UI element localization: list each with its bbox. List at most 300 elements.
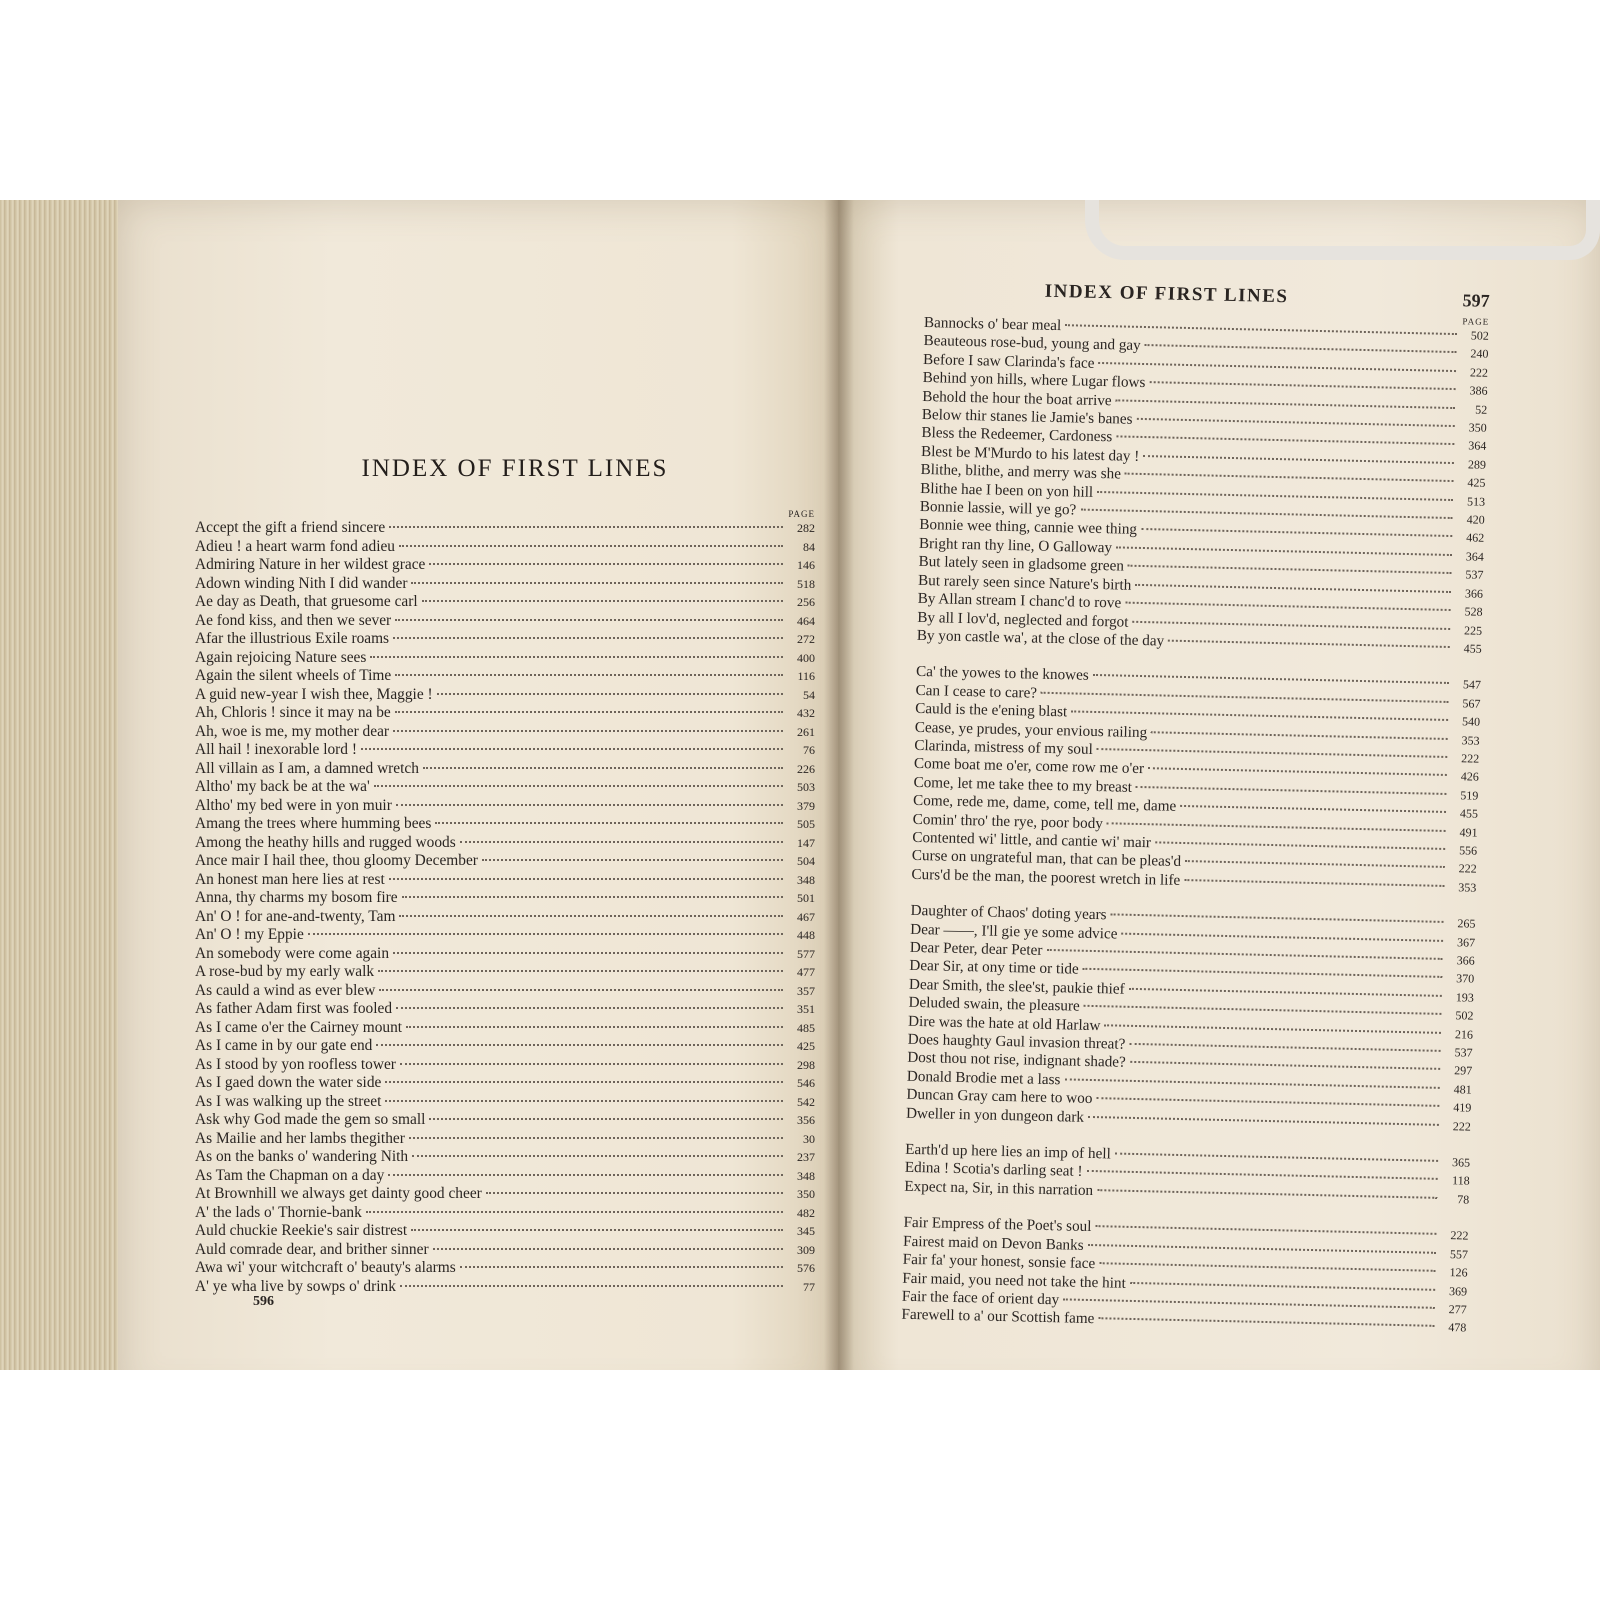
entry-first-line: Auld chuckie Reekie's sair distrest — [195, 1222, 408, 1239]
dot-leader — [1125, 473, 1454, 482]
dot-leader — [370, 656, 783, 658]
dot-leader — [1129, 988, 1442, 997]
entry-first-line: A' ye wha live by sowps o' drink — [195, 1277, 396, 1295]
index-entry — [195, 556, 815, 575]
entry-list — [195, 519, 815, 1296]
dot-leader — [1116, 399, 1456, 409]
entry-first-line: Curs'd be the man, the poorest wretch in life — [911, 865, 1181, 889]
dot-leader — [1168, 640, 1450, 648]
dot-leader — [402, 896, 783, 898]
entry-page-number: 556 — [1458, 843, 1478, 858]
entry-first-line: As I was walking up the street — [195, 1092, 382, 1110]
index-entry — [195, 1167, 815, 1186]
entry-first-line: An honest man here lies at rest — [195, 870, 385, 888]
index-entry — [195, 593, 815, 612]
entry-page-number: 576 — [797, 1261, 815, 1275]
index-entry — [195, 1241, 815, 1260]
index-entry — [195, 538, 815, 557]
entry-first-line: By yon castle wa', at the close of the day — [916, 626, 1165, 650]
dot-leader — [1148, 768, 1447, 777]
entry-page-number: 448 — [797, 928, 815, 942]
dot-leader — [1151, 731, 1448, 740]
entry-page-number: 309 — [797, 1242, 815, 1257]
entry-page-number: 537 — [1454, 1045, 1473, 1060]
dot-leader — [1088, 1116, 1439, 1126]
index-entry — [195, 760, 815, 779]
dot-leader — [1130, 1281, 1435, 1290]
entry-first-line: Ance mair I hail thee, thou gloomy December — [195, 852, 478, 869]
dot-leader — [1088, 1244, 1436, 1254]
entry-first-line: Curse on ungrateful man, that can be pleas'd — [911, 847, 1182, 871]
dot-leader — [1149, 381, 1455, 390]
entry-first-line: By Allan stream I chanc'd to rove — [917, 590, 1122, 612]
dot-leader — [1116, 436, 1454, 446]
index-entry — [195, 1074, 815, 1093]
entry-first-line: As Mailie and her lambs thegither — [195, 1129, 405, 1147]
entry-page-number: 146 — [797, 558, 815, 572]
entry-page-number: 485 — [797, 1020, 815, 1035]
entry-page-number: 419 — [1453, 1100, 1472, 1115]
index-entry — [195, 1259, 815, 1278]
entry-page-number: 366 — [1464, 586, 1484, 601]
entry-first-line: Bonnie wee thing, cannie wee thing — [919, 516, 1138, 539]
entry-page-number: 350 — [1468, 420, 1487, 435]
dot-leader — [374, 785, 783, 787]
index-entry — [195, 1019, 815, 1038]
entry-page-number: 557 — [1449, 1246, 1469, 1262]
dot-leader — [393, 637, 783, 639]
entry-page-number: 289 — [1467, 457, 1487, 472]
index-entry — [195, 1093, 815, 1112]
entry-page-number: 298 — [797, 1057, 815, 1072]
index-entry — [195, 1111, 815, 1130]
entry-page-number: 364 — [1465, 549, 1484, 564]
entry-page-number: 425 — [797, 1039, 815, 1053]
entry-first-line: Ask why God made the gem so small — [195, 1111, 426, 1128]
entry-first-line: Beauteous rose-bud, young and gay — [923, 332, 1141, 355]
entry-first-line: Awa wi' your witchcraft o' beauty's alarms — [195, 1259, 456, 1276]
entry-first-line: Adieu ! a heart warm fond adieu — [195, 537, 395, 555]
entry-page-number: 84 — [803, 539, 815, 554]
entry-page-number: 432 — [797, 706, 815, 720]
dot-leader — [1129, 1043, 1440, 1052]
entry-first-line: Blest be M'Murdo to his latest day ! — [920, 442, 1140, 465]
entry-first-line: Fair fa' your honest, sonsie face — [902, 1250, 1096, 1273]
entry-first-line: Dear ——, I'll gie ye some advice — [910, 920, 1118, 943]
entry-first-line: Amang the trees where humming bees — [195, 815, 432, 832]
index-entry — [195, 1000, 815, 1019]
dot-leader — [435, 822, 783, 824]
dot-leader — [482, 859, 783, 861]
dot-leader — [423, 767, 783, 769]
index-entry — [195, 871, 815, 890]
index-entry — [195, 797, 815, 816]
entry-first-line: At Brownhill we always get dainty good cheer — [195, 1185, 482, 1202]
index-entry — [195, 667, 815, 686]
entry-first-line: As I stood by yon roofless tower — [195, 1055, 396, 1073]
dot-leader — [395, 674, 783, 676]
dot-leader — [1041, 691, 1449, 702]
entry-first-line: As cauld a wind as ever blew — [195, 981, 376, 999]
entry-page-number: 386 — [1469, 383, 1488, 399]
dot-leader — [1128, 565, 1452, 574]
dot-leader — [389, 878, 783, 880]
entry-first-line: Ca' the yowes to the knowes — [915, 663, 1089, 685]
dot-leader — [389, 526, 783, 528]
index-entry — [195, 815, 815, 834]
dot-leader — [1099, 362, 1457, 372]
dot-leader — [1132, 620, 1450, 629]
entry-first-line: Clarinda, mistress of my soul — [914, 736, 1093, 758]
entry-first-line: Cauld is the e'ening blast — [915, 700, 1068, 721]
entry-page-number: 546 — [797, 1076, 815, 1090]
index-entry — [195, 963, 815, 982]
entry-page-number: 537 — [1465, 567, 1484, 583]
index-entry — [195, 630, 815, 649]
page-column-label: PAGE — [1462, 316, 1490, 327]
entry-first-line: Edina ! Scotia's darling seat ! — [904, 1159, 1083, 1181]
dot-leader — [1136, 786, 1446, 795]
page-edges — [0, 200, 132, 1400]
entry-page-number: 462 — [1466, 530, 1485, 546]
entry-page-number: 364 — [1468, 438, 1487, 454]
entry-page-number: 78 — [1457, 1192, 1470, 1207]
dot-leader — [1080, 509, 1452, 519]
index-entry — [195, 834, 815, 853]
dot-leader — [396, 804, 783, 806]
entry-first-line: Bright ran thy line, O Galloway — [918, 534, 1113, 557]
dot-leader — [1115, 1153, 1438, 1162]
entry-first-line: An' O ! for ane-and-twenty, Tam — [195, 907, 396, 925]
dot-leader — [1155, 841, 1445, 850]
dot-leader — [379, 989, 783, 991]
entry-page-number: 577 — [797, 946, 815, 961]
entry-page-number: 369 — [1449, 1283, 1468, 1299]
entry-first-line: As father Adam first was fooled — [195, 1000, 393, 1017]
dot-leader — [399, 915, 783, 917]
entry-page-number: 504 — [797, 854, 815, 868]
dot-leader — [460, 841, 783, 843]
background-bottom — [0, 1370, 1600, 1600]
dot-leader — [1143, 455, 1454, 464]
dot-leader — [1098, 1318, 1434, 1328]
entry-page-number: 519 — [1460, 788, 1479, 803]
dot-leader — [376, 1044, 783, 1046]
entry-first-line: Contented wi' little, and cantie wi' mair — [912, 828, 1152, 852]
index-entry — [195, 778, 815, 797]
entry-page-number: 226 — [797, 761, 815, 776]
entry-first-line: Duncan Gray cam here to woo — [906, 1086, 1093, 1108]
index-entry — [195, 889, 815, 908]
entry-page-number: 491 — [1459, 824, 1478, 840]
dot-leader — [400, 1285, 783, 1287]
entry-page-number: 222 — [1450, 1228, 1469, 1243]
dot-leader — [1064, 1078, 1439, 1089]
dot-leader — [378, 970, 783, 972]
index-entry — [195, 612, 815, 631]
entry-first-line: Come, let me take thee to my breast — [913, 773, 1133, 796]
index-entry — [195, 852, 815, 871]
entry-first-line: Blithe hae I been on yon hill — [920, 479, 1094, 501]
index-entry — [195, 741, 815, 760]
entry-page-number: 455 — [1459, 806, 1479, 821]
entry-page-number: 126 — [1449, 1265, 1468, 1280]
entry-page-number: 348 — [797, 1168, 815, 1183]
dot-leader — [1125, 602, 1450, 611]
entry-page-number: 30 — [803, 1131, 815, 1146]
entry-first-line: Donald Brodie met a lass — [906, 1067, 1061, 1089]
entry-page-number: 356 — [797, 1113, 815, 1127]
entry-page-number: 379 — [797, 798, 815, 813]
entry-first-line: All hail ! inexorable lord ! — [195, 741, 357, 758]
index-entry — [195, 1185, 815, 1204]
entry-first-line: Behold the hour the boat arrive — [922, 387, 1112, 409]
entry-first-line: Altho' my back be at the wa' — [195, 778, 370, 795]
index-entry — [195, 1278, 815, 1297]
entry-page-number: 116 — [797, 669, 815, 683]
entry-first-line: Adown winding Nith I did wander — [195, 574, 408, 592]
dot-leader — [1137, 418, 1455, 427]
entry-page-number: 477 — [797, 965, 815, 979]
entry-page-number: 76 — [803, 743, 815, 757]
dot-leader — [388, 1174, 783, 1176]
dot-leader — [396, 1007, 783, 1009]
entry-page-number: 370 — [1456, 971, 1475, 987]
entry-page-number: 272 — [797, 632, 815, 646]
dot-leader — [460, 1266, 783, 1268]
entry-page-number: 240 — [1470, 346, 1489, 362]
index-entry — [195, 1130, 815, 1149]
entry-first-line: Daughter of Chaos' doting years — [910, 902, 1107, 924]
left-folio: 596 — [253, 1294, 274, 1309]
dot-leader — [1184, 879, 1444, 887]
entry-first-line: Fairest maid on Devon Banks — [902, 1232, 1084, 1254]
entry-first-line: As Tam the Chapman on a day — [195, 1166, 385, 1184]
entry-first-line: Fair Empress of the Poet's soul — [903, 1214, 1092, 1236]
entry-page-number: 225 — [1463, 622, 1483, 638]
dot-leader — [486, 1192, 783, 1194]
entry-first-line: Among the heathy hills and rugged woods — [195, 833, 456, 851]
entry-first-line: Dear Peter, dear Peter — [909, 938, 1043, 959]
dot-leader — [1095, 1225, 1436, 1235]
entry-page-number: 265 — [1457, 916, 1476, 931]
entry-first-line: As I came o'er the Cairney mount — [195, 1018, 403, 1036]
entry-first-line: By all I lov'd, neglected and forgot — [917, 608, 1129, 631]
entry-first-line: Bannocks o' bear meal — [923, 313, 1062, 335]
entry-page-number: 478 — [1448, 1320, 1467, 1335]
dot-leader — [393, 952, 783, 954]
entry-page-number: 353 — [1458, 880, 1477, 895]
entry-first-line: Auld comrade dear, and brither sinner — [195, 1240, 429, 1258]
dot-leader — [1180, 805, 1446, 813]
running-title: INDEX OF FIRST LINES — [1044, 280, 1289, 308]
entry-page-number: 237 — [797, 1150, 815, 1164]
index-entry — [195, 519, 815, 538]
entry-page-number: 147 — [797, 835, 815, 850]
entry-page-number: 547 — [1462, 677, 1482, 693]
dot-leader — [1135, 584, 1451, 593]
entry-first-line: Ae fond kiss, and then we sever — [195, 611, 392, 629]
dot-leader — [1116, 546, 1452, 556]
entry-page-number: 542 — [797, 1094, 815, 1109]
entry-first-line: Fair the face of orient day — [901, 1287, 1060, 1309]
entry-first-line: Below thir stanes lie Jamie's banes — [921, 405, 1133, 428]
left-index — [195, 455, 815, 1296]
index-entry — [195, 982, 815, 1001]
index-entry — [195, 1056, 815, 1075]
entry-first-line: Afar the illustrious Exile roams — [195, 630, 390, 647]
dot-leader — [409, 1137, 783, 1139]
entry-first-line: An' O ! my Eppie — [195, 926, 304, 943]
dot-leader — [1096, 1097, 1439, 1107]
entry-first-line: Come, rede me, dame, come, tell me, dame — [912, 792, 1177, 815]
index-entry — [195, 1148, 815, 1167]
index-entry — [195, 723, 815, 742]
entry-first-line: Dire was the hate at old Harlaw — [907, 1012, 1101, 1034]
index-entry — [195, 686, 815, 705]
index-entry — [195, 1204, 815, 1223]
dot-leader — [422, 600, 783, 602]
entry-page-number: 502 — [1470, 328, 1489, 343]
entry-page-number: 467 — [797, 909, 815, 924]
dot-leader — [1063, 1298, 1435, 1308]
dot-leader — [437, 693, 783, 695]
entry-page-number: 528 — [1464, 604, 1483, 619]
entry-first-line: A' the lads o' Thornie-bank — [195, 1203, 362, 1221]
dot-leader — [411, 582, 783, 584]
dot-leader — [366, 1211, 783, 1213]
entry-first-line: Farewell to a' our Scottish fame — [901, 1306, 1095, 1328]
entry-page-number: 365 — [1451, 1155, 1471, 1170]
entry-first-line: Accept the gift a friend sincere — [195, 519, 386, 536]
entry-first-line: Admiring Nature in her wildest grace — [195, 556, 426, 573]
dot-leader — [1093, 674, 1449, 684]
entry-first-line: Can I cease to care? — [915, 681, 1038, 702]
entry-first-line: Dweller in yon dungeon dark — [905, 1104, 1085, 1126]
index-entry — [195, 1222, 815, 1241]
entry-page-number: 222 — [1458, 861, 1477, 877]
entry-page-number: 540 — [1461, 714, 1481, 729]
entry-page-number: 350 — [797, 1187, 815, 1201]
entry-first-line: All villain as I am, a damned wretch — [195, 759, 419, 777]
entry-first-line: Dear Smith, the slee'st, paukie thief — [908, 975, 1125, 998]
book-gutter — [824, 200, 854, 1400]
entry-page-number: 261 — [797, 724, 815, 739]
entry-first-line: Dost thou not rise, indignant shade? — [907, 1049, 1126, 1072]
dot-leader — [385, 1081, 783, 1083]
dot-leader — [412, 1155, 783, 1157]
dot-leader — [385, 1100, 783, 1102]
dot-leader — [1121, 932, 1443, 941]
entry-page-number: 216 — [1454, 1026, 1474, 1042]
entry-first-line: As I came in by our gate end — [195, 1037, 373, 1054]
dot-leader — [1099, 1262, 1435, 1272]
entry-first-line: Does haughty Gaul invasion threat? — [907, 1030, 1126, 1053]
entry-page-number: 502 — [1455, 1008, 1474, 1023]
entry-page-number: 351 — [797, 1002, 815, 1016]
entry-list — [901, 314, 1489, 1337]
entry-first-line: Deluded swain, the pleasure — [908, 994, 1080, 1015]
entry-page-number: 282 — [797, 521, 815, 535]
dot-leader — [433, 1248, 783, 1250]
entry-page-number: 567 — [1462, 696, 1481, 711]
entry-page-number: 420 — [1466, 512, 1485, 527]
index-entry — [195, 704, 815, 723]
index-entry — [195, 1037, 815, 1056]
dot-leader — [411, 1229, 783, 1231]
entry-first-line: Bless the Redeemer, Cardoness — [921, 424, 1113, 446]
index-entry — [195, 908, 815, 927]
entry-page-number: 353 — [1461, 732, 1480, 748]
dot-leader — [1104, 1024, 1441, 1034]
right-index — [901, 278, 1490, 1337]
index-entry — [195, 575, 815, 594]
index-entry — [195, 945, 815, 964]
page-column-label: PAGE — [788, 509, 815, 519]
entry-page-number: 222 — [1461, 751, 1480, 766]
dot-leader — [1141, 528, 1452, 537]
entry-page-number: 518 — [797, 576, 815, 591]
dot-leader — [1097, 491, 1453, 501]
entry-first-line: Expect na, Sir, in this narration — [904, 1177, 1094, 1199]
entry-page-number: 501 — [797, 891, 815, 905]
entry-page-number: 513 — [1466, 494, 1486, 509]
dot-leader — [395, 619, 783, 621]
entry-page-number: 348 — [797, 872, 815, 887]
dot-leader — [429, 1118, 783, 1120]
page-clip — [1085, 200, 1600, 260]
dot-leader — [1185, 860, 1445, 868]
right-folio: 597 — [1462, 290, 1490, 311]
entry-page-number: 256 — [797, 595, 815, 609]
dot-leader — [395, 711, 783, 713]
entry-first-line: Again the silent wheels of Time — [195, 667, 392, 684]
entry-page-number: 118 — [1451, 1173, 1470, 1189]
dot-leader — [429, 563, 783, 565]
entry-first-line: Earth'd up here lies an imp of hell — [905, 1140, 1111, 1163]
entry-page-number: 455 — [1463, 641, 1482, 656]
entry-page-number: 357 — [797, 983, 815, 998]
entry-first-line: But lately seen in gladsome green — [918, 553, 1125, 575]
dot-leader — [1111, 914, 1444, 924]
dot-leader — [361, 748, 783, 750]
entry-first-line: As on the banks o' wandering Nith — [195, 1148, 409, 1165]
entry-first-line: Fair maid, you need not take the hint — [902, 1269, 1126, 1292]
entry-page-number: 222 — [1469, 365, 1489, 380]
page-title: INDEX OF FIRST LINES — [361, 455, 669, 482]
dot-leader — [1083, 968, 1443, 978]
entry-page-number: 193 — [1455, 990, 1474, 1005]
entry-first-line: Again rejoicing Nature sees — [195, 648, 367, 666]
dot-leader — [1046, 949, 1442, 960]
entry-page-number: 54 — [803, 687, 815, 702]
entry-page-number: 77 — [803, 1279, 815, 1294]
dot-leader — [1107, 822, 1446, 832]
entry-first-line: Come boat me o'er, come row me o'er — [913, 755, 1145, 778]
dot-leader — [1084, 1005, 1442, 1015]
entry-page-number: 52 — [1475, 402, 1488, 417]
entry-page-number: 503 — [797, 780, 815, 794]
dot-leader — [400, 1063, 783, 1065]
entry-first-line: Ah, Chloris ! since it may na be — [195, 704, 391, 721]
dot-leader — [1087, 1170, 1438, 1180]
entry-first-line: An somebody were come again — [195, 944, 390, 962]
entry-first-line: Behind yon hills, where Lugar flows — [922, 369, 1146, 392]
entry-first-line: Blithe, blithe, and merry was she — [920, 461, 1122, 483]
dot-leader — [393, 730, 783, 732]
entry-first-line: Altho' my bed were in yon muir — [195, 796, 392, 814]
entry-first-line: A guid new-year I wish thee, Maggie ! — [195, 685, 433, 703]
